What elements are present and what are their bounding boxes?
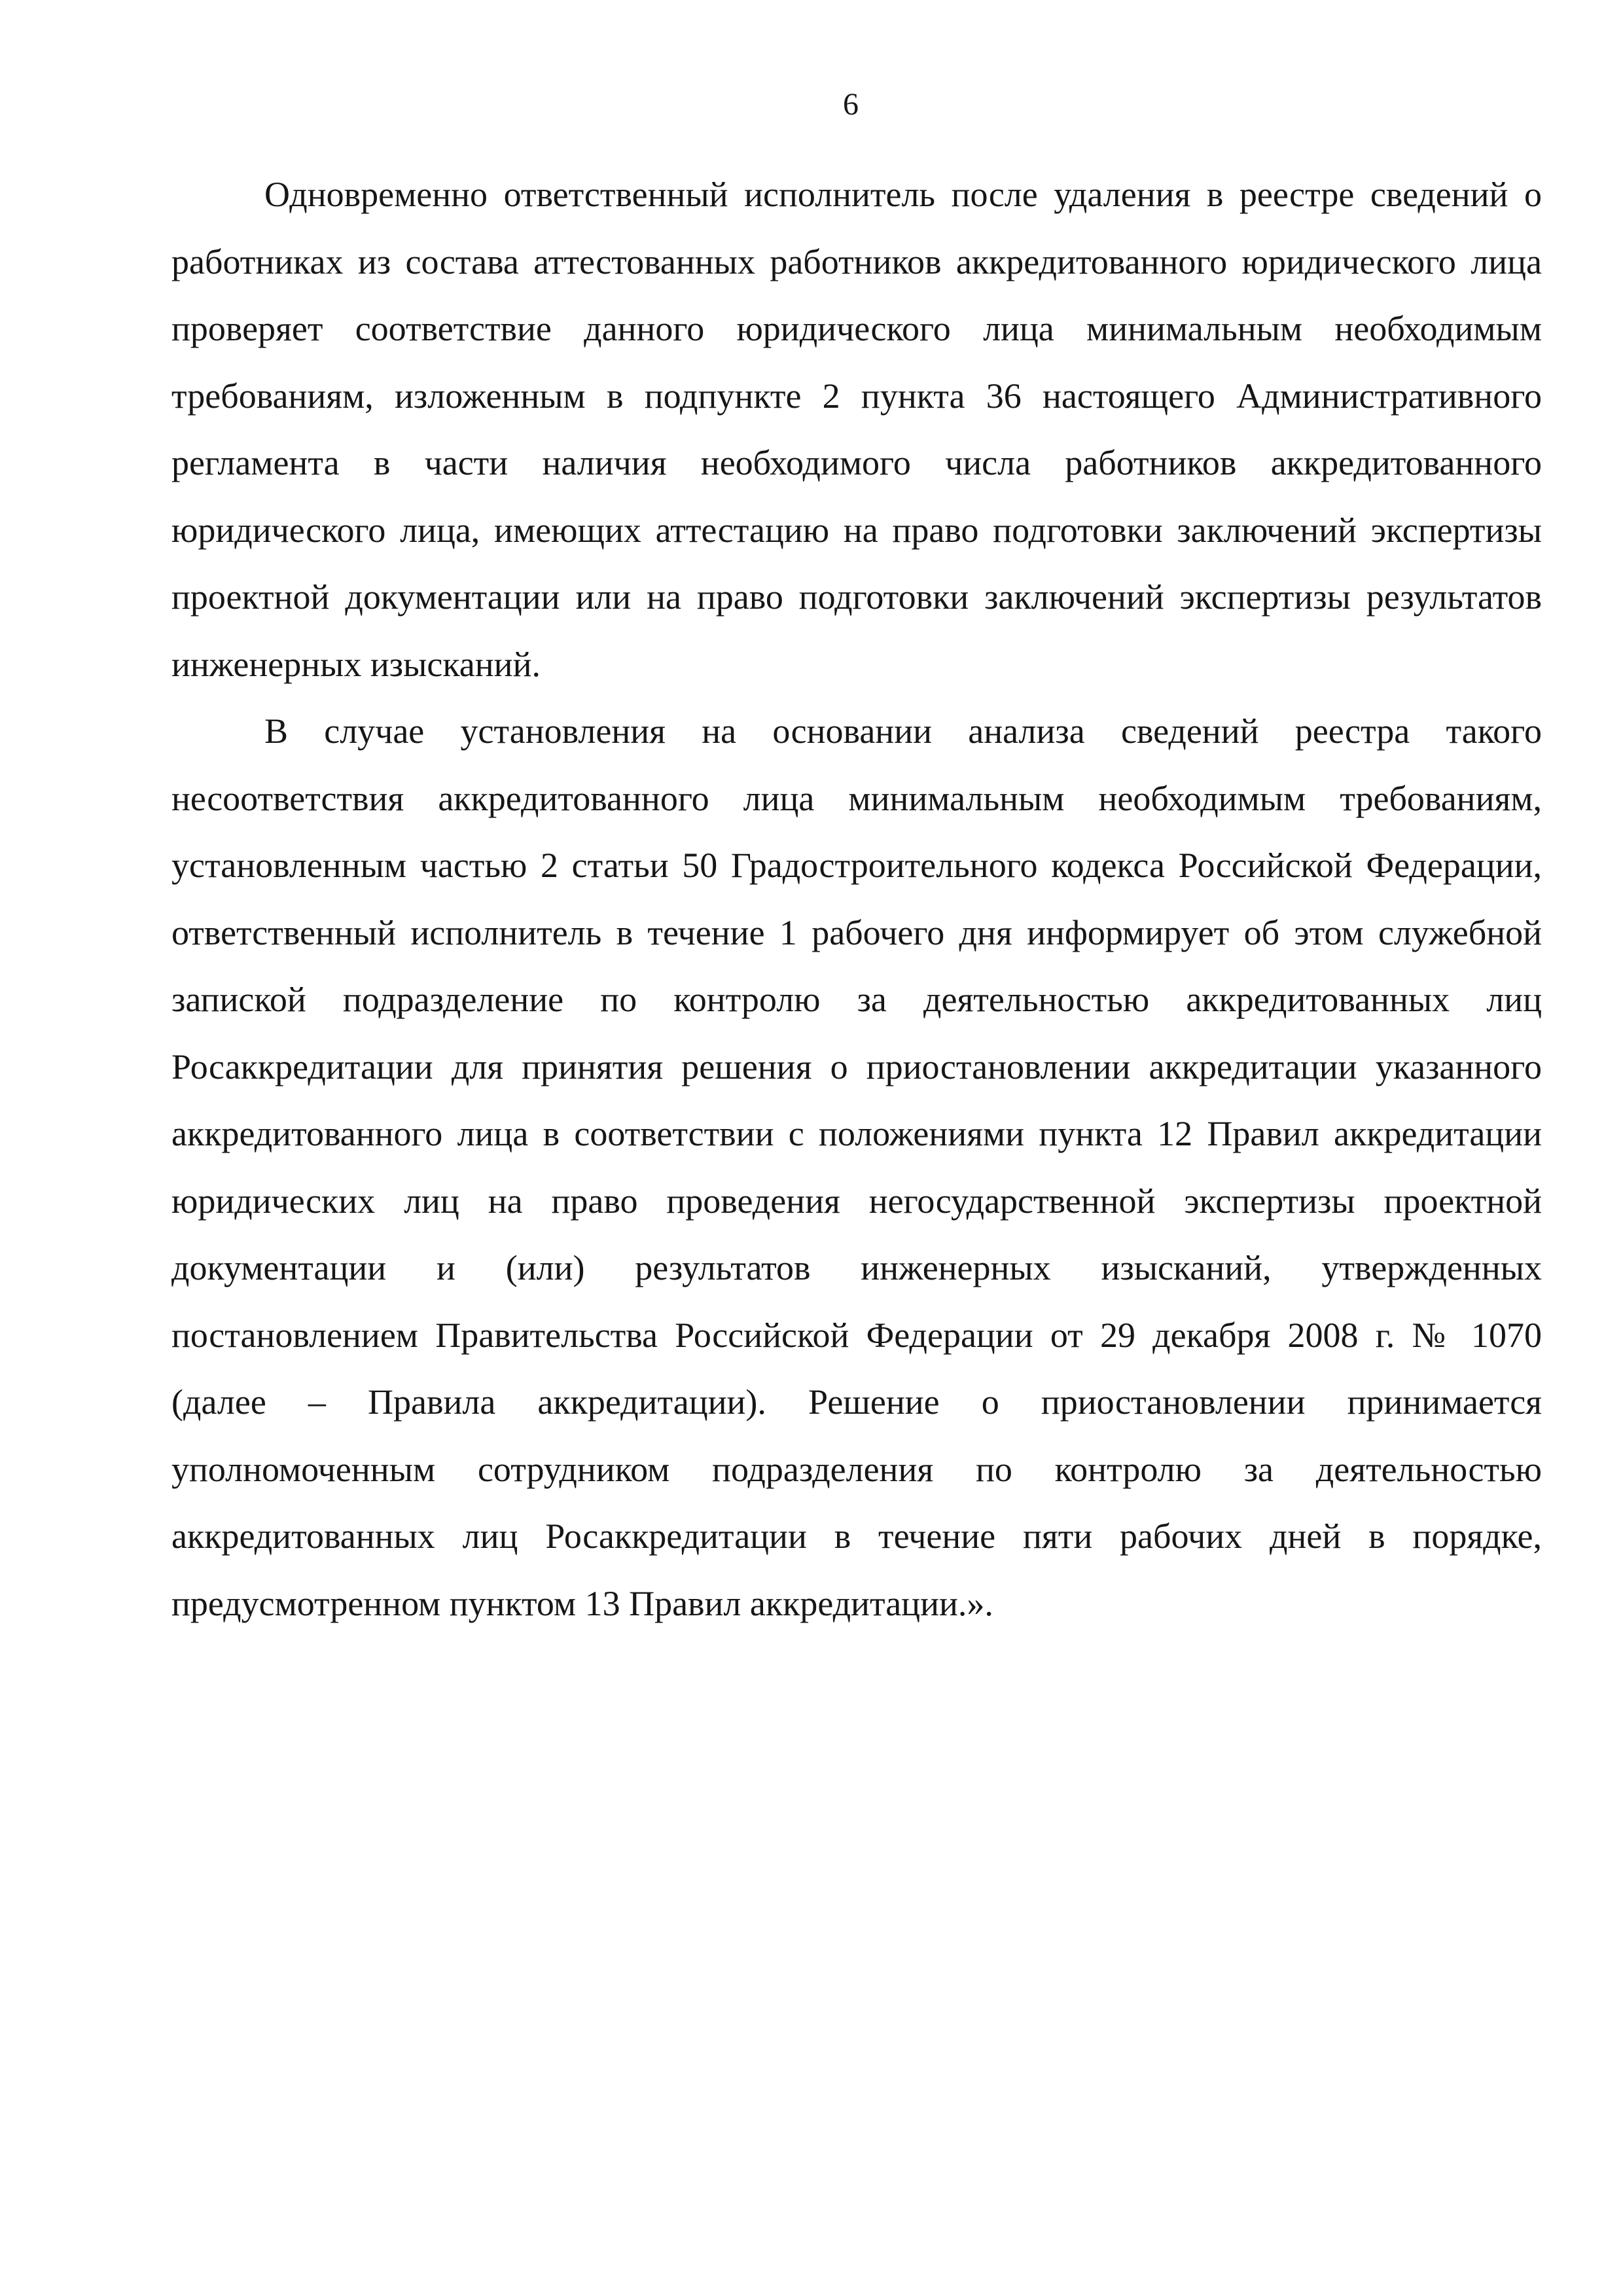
paragraph-responsible-executor-check: Одновременно ответственный исполнитель после удаления в реестре сведений о работниках из состава аттестованных работников аккредитованного юридического лица проверяет соответствие данного юридического лица минимальным необходимым требованиям, изложенным в подпункте 2 пункта 36 настоящего Административного регламента в части наличия необходимого числа работников аккредитованного юридического лица, имеющих аттестацию на право подготовки заключений экспертизы проектной документации или на право подготовки заключений экспертизы результатов инженерных изысканий. bbox=[171, 175, 1542, 684]
page-number: 6 bbox=[843, 87, 859, 122]
document-body bbox=[171, 161, 1542, 1637]
paragraph-suspension-procedure: В случае установления на основании анализа сведений реестра такого несоответствия аккредитованного лица минимальным необходимым требованиям, установленным частью 2 статьи 50 Градостроительного кодекса Российской Федерации, ответственный исполнитель в течение 1 рабочего дня информирует об этом служебной запиской подразделение по контролю за деятельностью аккредитованных лиц Росаккредитации для принятия решения о приостановлении аккредитации указанного аккредитованного лица в соответствии с положениями пункта 12 Правил аккредитации юридических лиц на право проведения негосударственной экспертизы проектной документации и (или) результатов инженерных изысканий, утвержденных постановлением Правительства Российской Федерации от 29 декабря 2008 г. № 1070 (далее – Правила аккредитации). Решение о приостановлении принимается уполномоченным сотрудником подразделения по контролю за деятельностью аккредитованных лиц Росаккредитации в течение пяти рабочих дней в порядке, предусмотренном пунктом 13 Правил аккредитации.». bbox=[171, 711, 1542, 1623]
